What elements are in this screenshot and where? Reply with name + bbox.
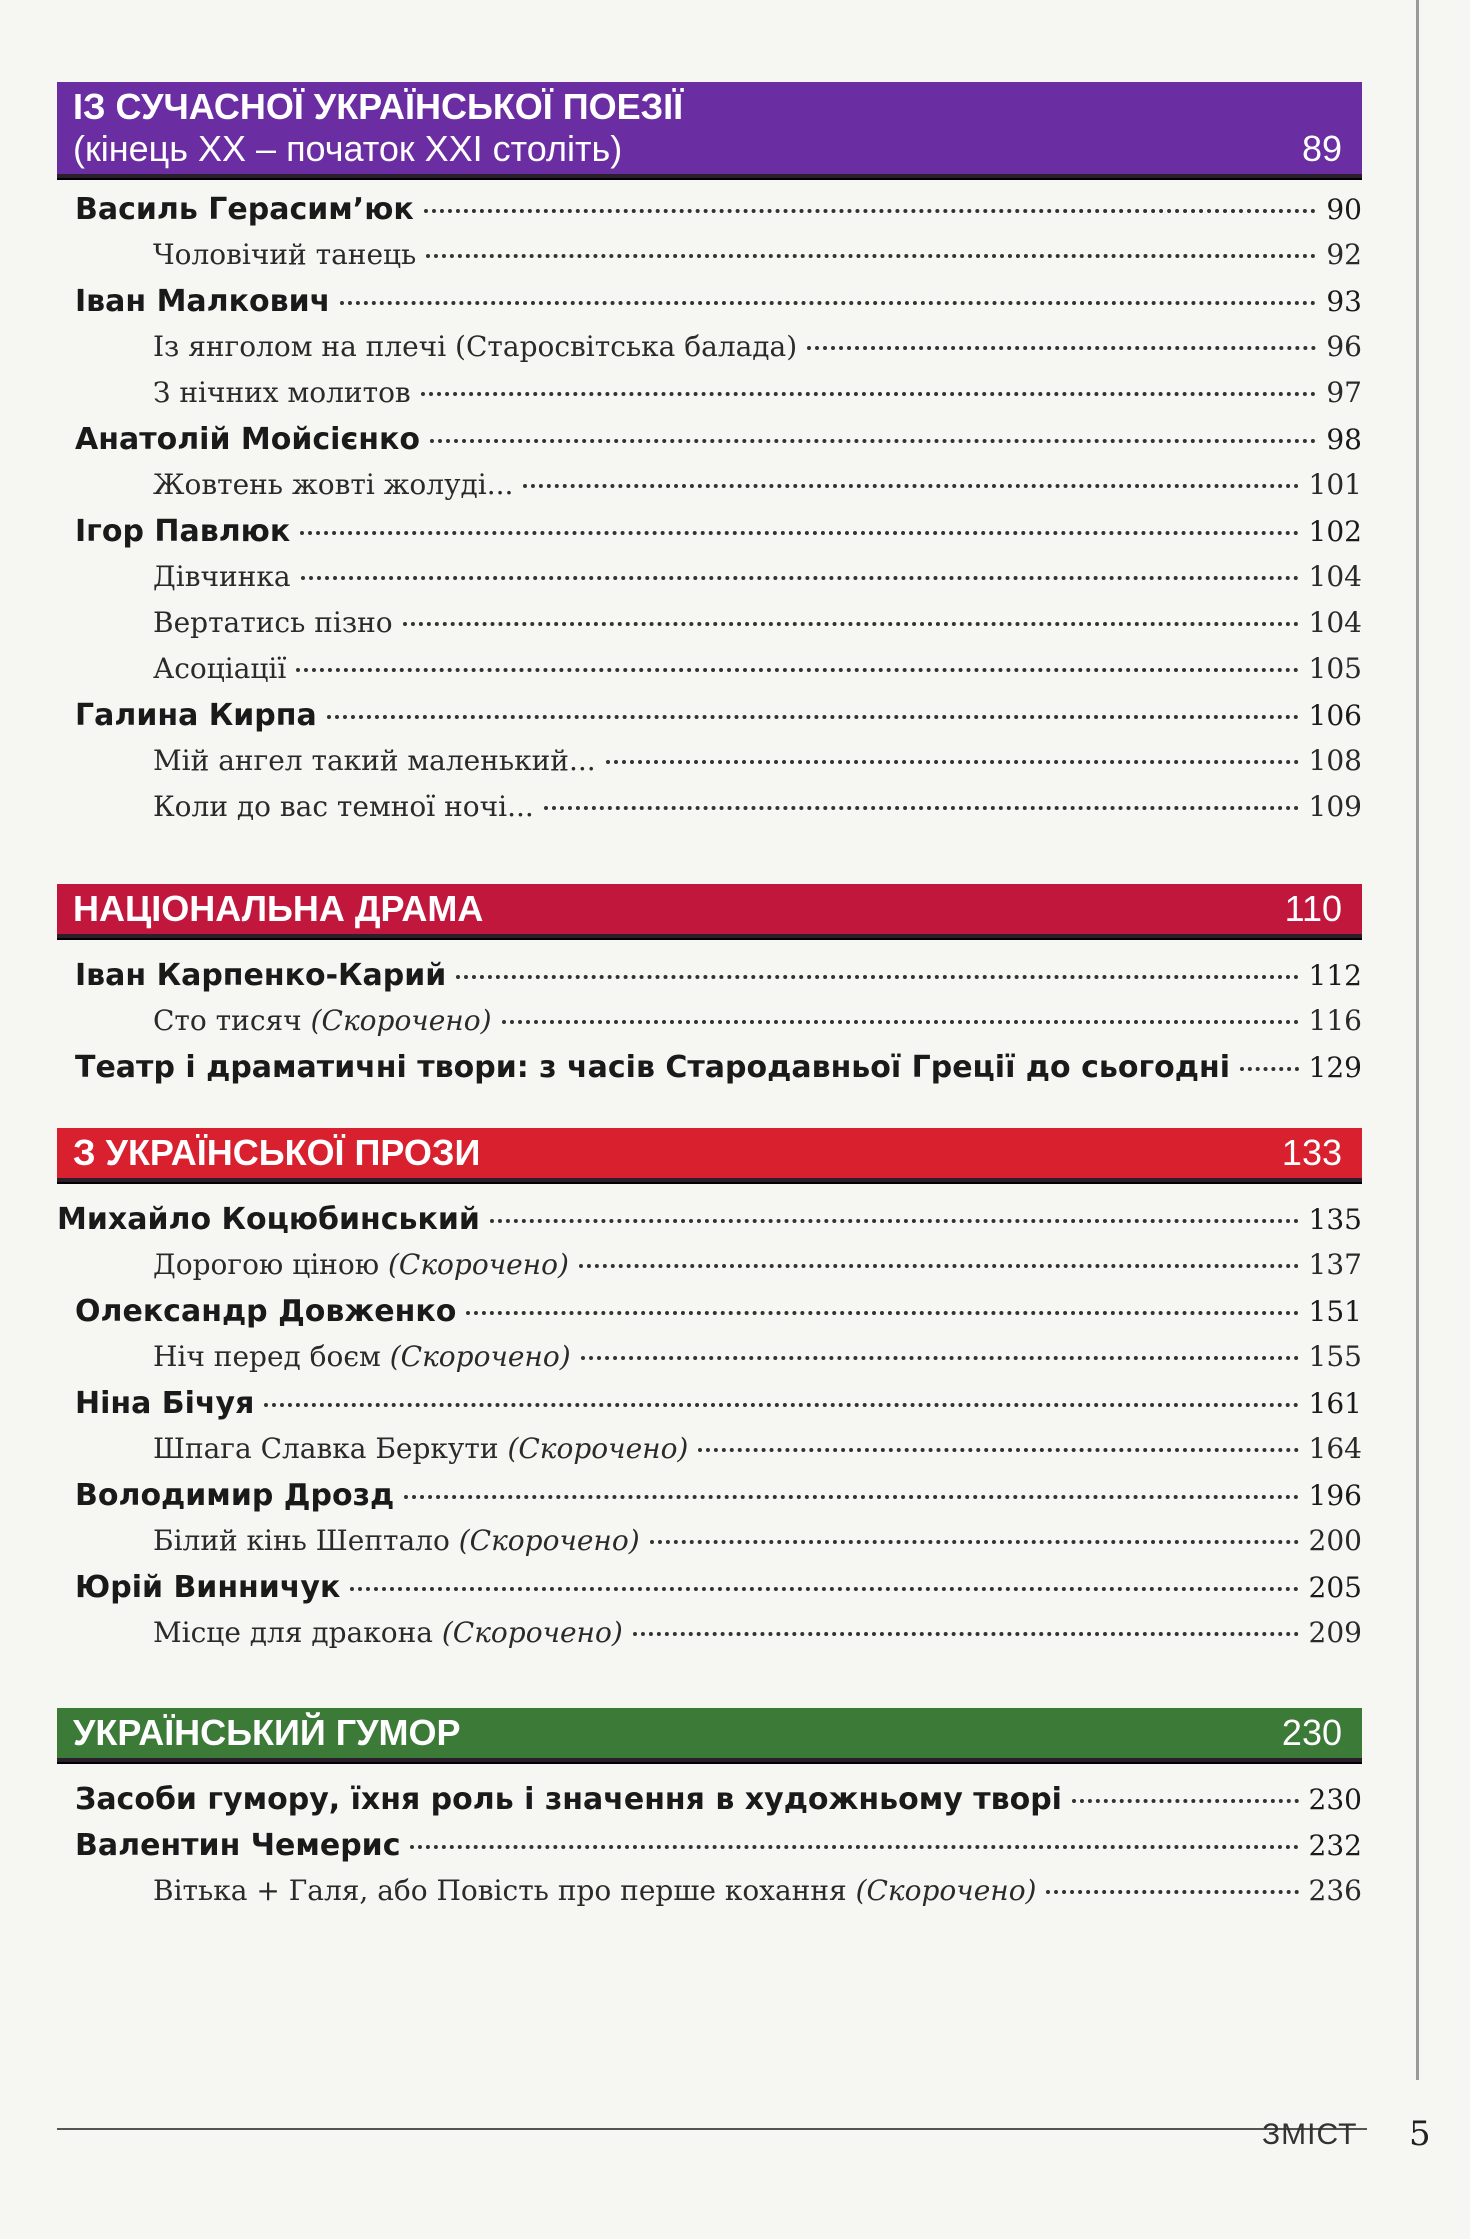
toc-entry[interactable]: Дорогою ціною (Скорочено) 137 (153, 1248, 1362, 1281)
toc-entry[interactable]: Місце для дракона (Скорочено) 209 (153, 1616, 1362, 1649)
toc-entry[interactable]: Анатолій Мойсієнко 98 (75, 422, 1362, 457)
toc-list (57, 1202, 1362, 1662)
section-banner (57, 82, 1362, 178)
toc-entry[interactable]: Жовтень жовті жолуді... 101 (153, 468, 1362, 501)
section-page: 133 (1281, 1132, 1342, 1173)
footer-label: ЗМІСТ (1262, 2118, 1358, 2151)
toc-entry[interactable]: Вертатись пізно 104 (153, 606, 1362, 639)
section-modern-poetry (57, 82, 1362, 836)
section-page: 230 (1281, 1712, 1342, 1753)
toc-entry[interactable]: Дівчинка 104 (153, 560, 1362, 593)
toc-entry[interactable]: Михайло Коцюбинський 135 (57, 1202, 1362, 1237)
section-banner (57, 1708, 1362, 1762)
section-page: 89 (1301, 128, 1342, 169)
toc-entry[interactable]: Шпага Славка Беркути (Скорочено) 164 (153, 1432, 1362, 1465)
toc-entry[interactable]: Ігор Павлюк 102 (75, 514, 1362, 549)
footer-rule (57, 2128, 1367, 2130)
toc-entry[interactable]: Іван Карпенко-Карий 112 (75, 958, 1362, 993)
toc-entry[interactable]: Коли до вас темної ночі... 109 (153, 790, 1362, 823)
page-edge-line (1416, 0, 1419, 2080)
toc-entry[interactable]: Валентин Чемерис 232 (75, 1828, 1362, 1863)
toc-entry[interactable]: Василь Герасим’юк 90 (75, 192, 1362, 227)
toc-entry[interactable]: Із янголом на плечі (Старосвітська балада) 96 (153, 330, 1362, 363)
toc-entry[interactable]: Іван Малкович 93 (75, 284, 1362, 319)
section-banner (57, 1128, 1362, 1182)
toc-entry[interactable]: Сто тисяч (Скорочено) 116 (153, 1004, 1362, 1037)
toc-entry[interactable]: Галина Кирпа 106 (75, 698, 1362, 733)
toc-list (57, 192, 1362, 836)
toc-entry[interactable]: Вітька + Галя, або Повість про перше кохання (Скорочено) 236 (153, 1874, 1362, 1907)
toc-entry[interactable]: Мій ангел такий маленький... 108 (153, 744, 1362, 777)
toc-entry[interactable]: Ніч перед боєм (Скорочено) 155 (153, 1340, 1362, 1373)
section-subtitle: (кінець ХХ – початок ХХІ століть) (73, 128, 623, 169)
section-banner (57, 884, 1362, 938)
toc-list (57, 1782, 1362, 1920)
toc-list (57, 958, 1362, 1096)
section-ukrainian-humor (57, 1708, 1362, 1920)
section-title: З УКРАЇНСЬКОЇ ПРОЗИ (73, 1132, 481, 1173)
section-ukrainian-prose (57, 1128, 1362, 1662)
page-number: 5 (1409, 2114, 1431, 2154)
toc-entry[interactable]: Володимир Дрозд 196 (75, 1478, 1362, 1513)
toc-entry[interactable]: Театр і драматичні твори: з часів Стародавньої Греції до сьогодні 129 (75, 1050, 1362, 1085)
toc-entry[interactable]: Чоловічий танець 92 (153, 238, 1362, 271)
toc-entry[interactable]: Білий кінь Шептало (Скорочено) 200 (153, 1524, 1362, 1557)
toc-entry[interactable]: Юрій Винничук 205 (75, 1570, 1362, 1605)
section-title: ІЗ СУЧАСНОЇ УКРАЇНСЬКОЇ ПОЕЗІЇ (73, 86, 684, 127)
toc-entry[interactable]: Олександр Довженко 151 (75, 1294, 1362, 1329)
section-title: НАЦІОНАЛЬНА ДРАМА (73, 888, 484, 929)
section-title: УКРАЇНСЬКИЙ ГУМОР (73, 1712, 461, 1753)
section-national-drama (57, 884, 1362, 1096)
section-page: 110 (1284, 888, 1342, 929)
toc-entry[interactable]: Асоціації 105 (153, 652, 1362, 685)
toc-entry[interactable]: З нічних молитов 97 (153, 376, 1362, 409)
toc-entry[interactable]: Засоби гумору, їхня роль і значення в художньому творі 230 (75, 1782, 1362, 1817)
toc-entry[interactable]: Ніна Бічуя 161 (75, 1386, 1362, 1421)
